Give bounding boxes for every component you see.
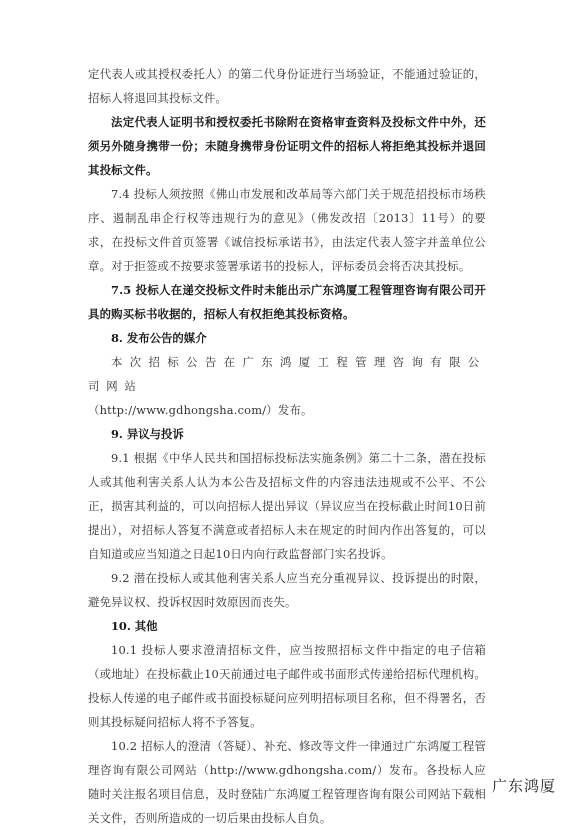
document-body (88, 62, 486, 830)
heading-9: 9. 异议与投诉 (111, 427, 184, 441)
heading-10: 10. 其他 (111, 619, 158, 633)
paragraph-7-5: 7.5 投标人在递交投标文件时未能出示广东鸿厦工程管理咨询有限公司开具的购买标书收据的，招标人有权拒绝其投标资格。 (88, 283, 486, 321)
paragraph-10-2: 10.2 招标人的澄清（答疑）、补充、修改等文件一律通过广东鸿厦工程管理咨询有限公司网站（http://www.gdhongsha.com/）发布。各投标人应随时关注报名项目信息，及时登陆广东鸿厦工程管理咨询有限公司网站下载相关文件，否则所造成的一切后果由投标人自负。 (88, 739, 486, 825)
paragraph-7-4: 7.4 投标人须按照《佛山市发展和改革局等六部门关于规范招投标市场秩序、遏制乱串企行权等违规行为的意见》（佛发改招〔2013〕11号）的要求，在投标文件首页签署《诚信投标承诺书》，由法定代表人签字并盖单位公章。对于拒签或不按要求签署承诺书的投标人，评标委员会将否决其投标。 (88, 187, 486, 273)
paragraph-9-2: 9.2 潜在投标人或其他利害关系人应当充分重视异议、投诉提出的时限，避免异议权、投诉权因时效原因而丧失。 (88, 571, 486, 609)
paragraph-10-1: 10.1 投标人要求澄清招标文件，应当按照招标文件中指定的电子信箱（或地址）在投标截止10天前通过电子邮件或书面形式传递给招标代理机构。投标人传递的电子邮件或书面投标疑问应列明招标项目名称，但不得署名，否则其投标疑问招标人将不予答复。 (88, 643, 486, 729)
footer-brand: 广东鸿厦 (491, 777, 556, 795)
paragraph-8-line1: 本次招标公告在广东鸿厦工程管理咨询有限公司网站 (88, 355, 486, 393)
heading-8: 8. 发布公告的媒介 (111, 331, 207, 345)
paragraph-id-requirement: 法定代表人证明书和授权委托书除附在资格审查资料及投标文件中外，还须另外随身携带一份；未随身携带身份证明文件的招标人将拒绝其投标并退回其投标文件。 (88, 115, 486, 177)
paragraph-continued: 定代表人或其授权委托人）的第二代身份证进行当场验证，不能通过验证的，招标人将退回其投标文件。 (88, 67, 486, 105)
paragraph-8-line2: （http://www.gdhongsha.com/）发布。 (88, 403, 313, 417)
paragraph-9-1: 9.1 根据《中华人民共和国招标投标法实施条例》第二十二条，潜在投标人或其他利害关系人认为本公告及招标文件的内容违法违规或不公平、不公正，损害其利益的，可以向招标人提出异议（异议应当在投标截止时间10日前提出），对招标人答复不满意或者招标人未在规定的时间内作出答复的，可以自知道或应当知道之日起10日内向行政监督部门实名投诉。 (88, 451, 486, 561)
